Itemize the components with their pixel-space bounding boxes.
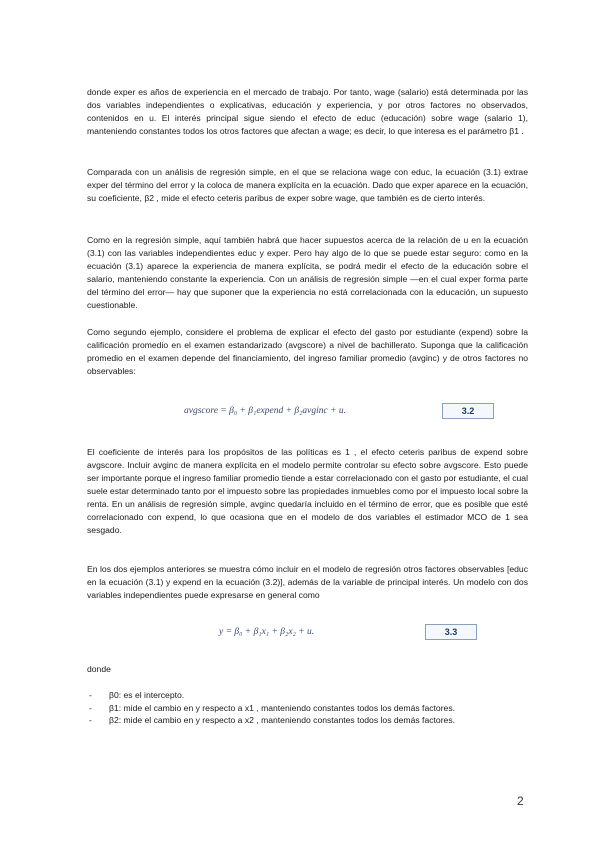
list-item-text: β2: mide el cambio en y respecto a x2 , manteniendo constantes todos los demás factores.: [109, 715, 456, 725]
bullet-marker: -: [89, 690, 92, 700]
paragraph-coefficient-of-interest: El coeficiente de interés para los propósitos de las políticas es 1 , el efecto ceteris paribus de expend sobre avgscore. Incluir avginc de manera explícita en el modelo permite controlar su efecto sobre avgscore. Esto puede ser importante porque el ingreso familiar promedio tiende a estar correlacionado con el gasto por estudiante, el cual suele estar determinado tanto por el impuesto sobre las propiedades inmuebles como por el impuesto local sobre la renta. En un análisis de regresión simple, avginc quedaría incluido en el término de error, que es posible que esté correlacionado con expend, lo que ocasiona que en el modelo de dos variables el estimador MCO de 1 sea sesgado.: [87, 447, 528, 535]
list-item: [87, 702, 527, 715]
page-number: 2: [517, 794, 524, 808]
list-item-text: β1: mide el cambio en y respecto a x1 , manteniendo constantes todos los demás factores.: [109, 702, 456, 713]
coefficient-list: [87, 689, 527, 727]
donde-label: donde: [87, 664, 111, 674]
equation-3-2-row: [87, 401, 528, 423]
equation-3-2: avgscore = β₀ + β₁expend + β₂avginc + u.: [184, 406, 347, 416]
equation-number-3-3: 3.3: [425, 624, 477, 640]
equation-number-3-2: 3.2: [442, 403, 494, 419]
bullet-marker: -: [89, 715, 92, 725]
paragraph-exper-definition: donde exper es años de experiencia en el mercado de trabajo. Por tanto, wage (salario) está determinada por las dos variables independientes o explicativas, educación y experiencia, y por otros factores no observados, contenidos en u. El interés principal sigue siendo el efecto de educ (educación) sobre wage (salario 1), manteniendo constantes todos los otros factores que afectan a wage; es decir, lo que interesa es el parámetro β1 .: [87, 87, 528, 136]
paragraph-general-model: En los dos ejemplos anteriores se muestra cómo incluir en el modelo de regresión otros factores observables [educ en la ecuación (3.1) y expend en la ecuación (3.2)], además de la variable de principal interés. Un modelo con dos variables independientes puede expresarse en general como: [87, 564, 528, 600]
bullet-marker: -: [89, 702, 92, 713]
paragraph-assumptions: Como en la regresión simple, aquí también habrá que hacer supuestos acerca de la relación de u en la ecuación (3.1) con las variables independientes educ y exper. Pero hay algo de lo que se puede estar seguro: como en la ecuación (3.1) aparece la experiencia de manera explícita, se podrá medir el efecto de la educación sobre el salario, manteniendo constante la experiencia. Con un análisis de regresión simple —en el cual exper forma parte del término del error— hay que suponer que la experiencia no está correlacionada con la educación, un supuesto cuestionable.: [87, 235, 528, 310]
paragraph-simple-regression-comparison: Comparada con un análisis de regresión simple, en el que se relaciona wage con educ, la ecuación (3.1) extrae exper del término del error y la coloca de manera explícita en la ecuación. Dado que exper aparece en la ecuación, su coeficiente, β2 , mide el efecto ceteris paribus de exper sobre wage, que también es de cierto interés.: [87, 167, 528, 203]
equation-3-3: y = β₀ + β₁x₁ + β₂x₂ + u.: [219, 627, 315, 637]
list-item: [87, 714, 527, 727]
paragraph-second-example: Como segundo ejemplo, considere el problema de explicar el efecto del gasto por estudiante (expend) sobre la calificación promedio en el examen estandarizado (avgscore) a nivel de bachillerato. Suponga que la calificación promedio en el examen depende del financiamiento, del ingreso familiar promedio (avginc) y de otros factores no observables:: [87, 327, 528, 376]
list-item-text: β0: es el intercepto.: [109, 690, 185, 700]
equation-3-3-row: [87, 622, 528, 644]
list-item: [87, 689, 527, 702]
